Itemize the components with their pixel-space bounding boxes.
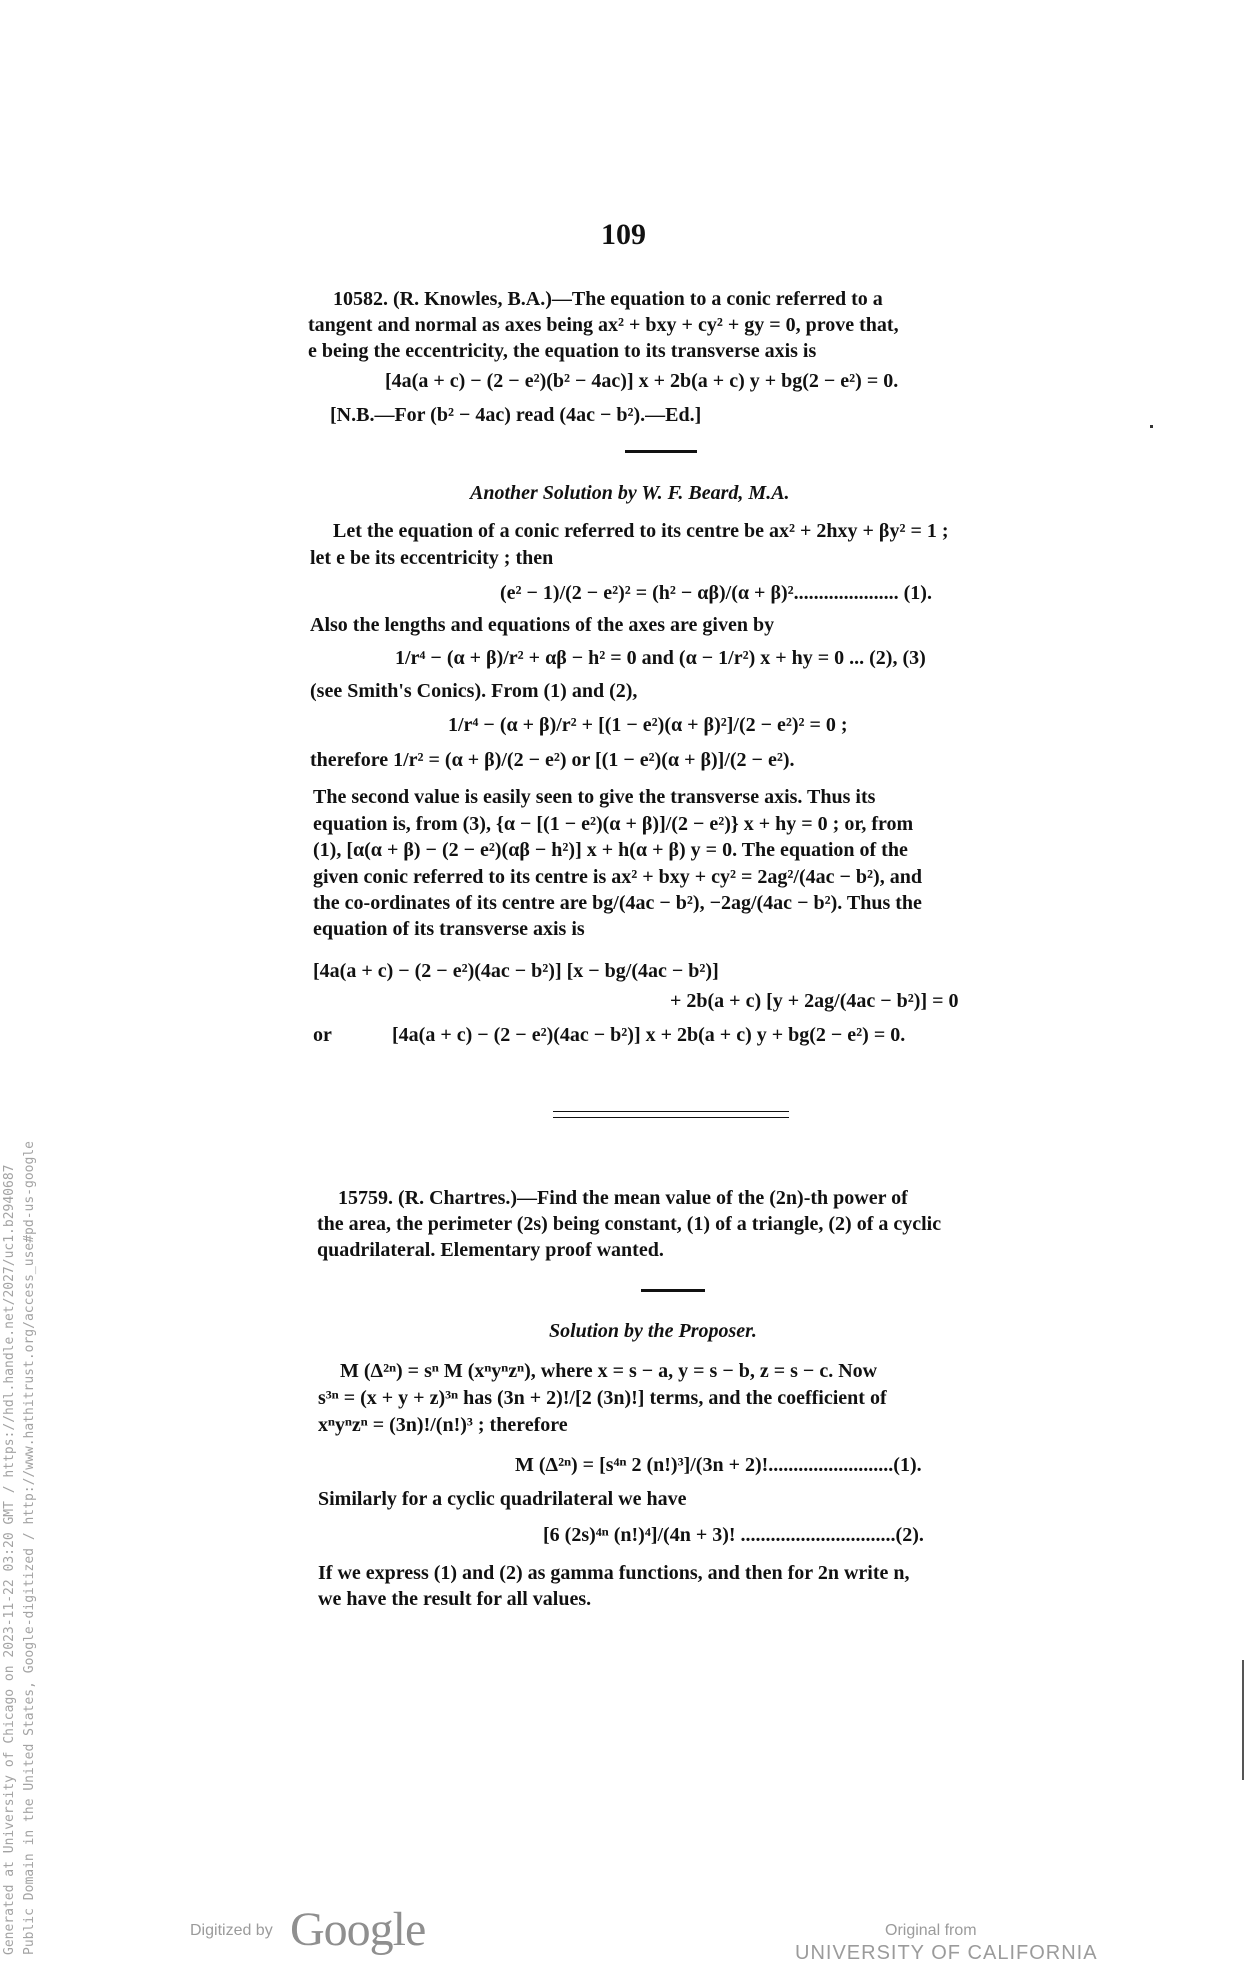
- equation-line: M (Δ²ⁿ) = [s⁴ⁿ 2 (n!)³]/(3n + 2)!.........................(1).: [515, 1454, 922, 1476]
- equation-line: [4a(a + c) − (2 − e²)(4ac − b²)] [x − bg/(4ac − b²)]: [313, 960, 719, 982]
- equation-line: [4a(a + c) − (2 − e²)(b² − 4ac)] x + 2b(a + c) y + bg(2 − e²) = 0.: [385, 370, 899, 392]
- watermark-line: Public Domain in the United States, Google-digitized / http://www.hathitrust.org/access_use#pd-us-google: [22, 1141, 37, 1955]
- problem-line: tangent and normal as axes being ax² + bxy + cy² + gy = 0, prove that,: [308, 314, 899, 336]
- solution-line: therefore 1/r² = (α + β)/(2 − e²) or [(1 − e²)(α + β)]/(2 − e²).: [310, 749, 795, 771]
- equation-line: (e² − 1)/(2 − e²)² = (h² − αβ)/(α + β)²..................... (1).: [500, 582, 932, 604]
- problem-line: e being the eccentricity, the equation to its transverse axis is: [308, 340, 817, 362]
- or-label: or: [313, 1024, 332, 1046]
- solution-line: we have the result for all values.: [318, 1588, 592, 1610]
- scan-edge-mark: [1242, 1660, 1244, 1780]
- hathitrust-watermark: [0, 1141, 40, 1955]
- equation-line: + 2b(a + c) [y + 2ag/(4ac − b²)] = 0: [670, 990, 959, 1012]
- solution-line: M (Δ²ⁿ) = sⁿ M (xⁿyⁿzⁿ), where x = s − a, y = s − b, z = s − c. Now: [340, 1360, 878, 1382]
- solution-line: (see Smith's Conics). From (1) and (2),: [310, 680, 638, 702]
- solution-line: Let the equation of a conic referred to its centre be ax² + 2hxy + βy² = 1 ;: [333, 520, 949, 542]
- google-logo: Google: [290, 1903, 426, 1956]
- solution-heading: Solution by the Proposer.: [549, 1320, 757, 1342]
- problem-line: 15759. (R. Chartres.)—Find the mean value of the (2n)-th power of: [338, 1187, 908, 1209]
- solution-line: let e be its eccentricity ; then: [310, 547, 554, 569]
- solution-heading: Another Solution by W. F. Beard, M.A.: [470, 482, 790, 504]
- double-rule-top: [553, 1111, 789, 1112]
- double-rule-bottom: [553, 1117, 789, 1118]
- solution-line: xⁿyⁿzⁿ = (3n)!/(n!)³ ; therefore: [318, 1414, 568, 1436]
- solution-line: the co-ordinates of its centre are bg/(4ac − b²), −2ag/(4ac − b²). Thus the: [313, 892, 922, 914]
- problem-line: the area, the perimeter (2s) being constant, (1) of a triangle, (2) of a cyclic: [317, 1213, 942, 1235]
- solution-line: Also the lengths and equations of the axes are given by: [310, 614, 775, 636]
- scan-speck: [1150, 425, 1153, 428]
- problem-line: 10582. (R. Knowles, B.A.)—The equation to a conic referred to a: [333, 288, 883, 310]
- digitized-by-label: Digitized by: [190, 1922, 273, 1939]
- solution-line: equation of its transverse axis is: [313, 918, 585, 940]
- equation-line: [4a(a + c) − (2 − e²)(4ac − b²)] x + 2b(a + c) y + bg(2 − e²) = 0.: [392, 1024, 906, 1046]
- solution-line: (1), [α(α + β) − (2 − e²)(αβ − h²)] x + h(α + β) y = 0. The equation of the: [313, 839, 908, 861]
- solution-line: If we express (1) and (2) as gamma functions, and then for 2n write n,: [318, 1562, 910, 1584]
- section-rule: [625, 450, 697, 453]
- equation-line: 1/r⁴ − (α + β)/r² + αβ − h² = 0 and (α − 1/r²) x + hy = 0 ... (2), (3): [395, 647, 926, 669]
- equation-line: [6 (2s)⁴ⁿ (n!)⁴]/(4n + 3)! ...............................(2).: [543, 1524, 924, 1546]
- solution-line: s³ⁿ = (x + y + z)³ⁿ has (3n + 2)!/[2 (3n)!] terms, and the coefficient of: [318, 1387, 887, 1409]
- section-rule: [641, 1289, 705, 1292]
- watermark-line: Generated at University of Chicago on 2023-11-22 03:20 GMT / https://hdl.handle.net/2027/uc1.b2940687: [2, 1164, 17, 1955]
- page-number: 109: [601, 218, 646, 251]
- solution-line: The second value is easily seen to give the transverse axis. Thus its: [313, 786, 876, 808]
- solution-line: equation is, from (3), {α − [(1 − e²)(α + β)]/(2 − e²)} x + hy = 0 ; or, from: [313, 813, 914, 835]
- original-from-label: Original from: [885, 1922, 977, 1939]
- solution-line: given conic referred to its centre is ax² + bxy + cy² = 2ag²/(4ac − b²), and: [313, 866, 922, 888]
- solution-line: Similarly for a cyclic quadrilateral we have: [318, 1488, 687, 1510]
- problem-line: quadrilateral. Elementary proof wanted.: [317, 1239, 664, 1261]
- equation-line: 1/r⁴ − (α + β)/r² + [(1 − e²)(α + β)²]/(2 − e²)² = 0 ;: [448, 714, 848, 736]
- institution-label: UNIVERSITY OF CALIFORNIA: [795, 1942, 1098, 1964]
- editor-note: [N.B.—For (b² − 4ac) read (4ac − b²).—Ed.]: [330, 404, 702, 426]
